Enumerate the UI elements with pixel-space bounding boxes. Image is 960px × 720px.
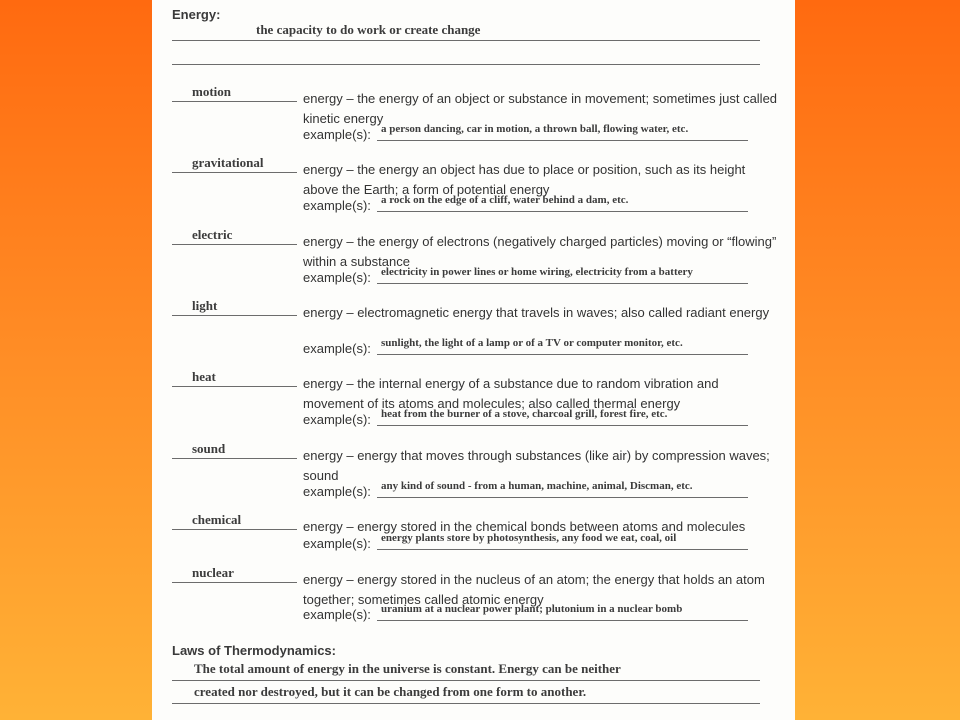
term-answer: heat xyxy=(192,369,216,384)
definition-line-1 xyxy=(172,40,760,41)
example-blank xyxy=(377,480,748,498)
worksheet-page xyxy=(152,0,795,720)
term-blank xyxy=(172,300,297,316)
example-blank xyxy=(377,532,748,550)
example-label: example(s): xyxy=(303,412,371,427)
example-label: example(s): xyxy=(303,198,371,213)
term-answer: sound xyxy=(192,441,226,456)
term-answer: chemical xyxy=(192,512,242,527)
example-label: example(s): xyxy=(303,484,371,499)
term-definition: energy – energy stored in the chemical bonds between atoms and molecules xyxy=(303,519,746,534)
laws-answer-1: The total amount of energy in the universe is constant. Energy can be neither xyxy=(194,661,621,676)
example-blank xyxy=(377,123,748,141)
example-blank xyxy=(377,603,748,621)
laws-answer-2: created nor destroyed, but it can be changed from one form to another. xyxy=(194,684,587,699)
energy-heading: Energy: xyxy=(172,7,221,22)
example-row xyxy=(303,532,748,555)
example-blank xyxy=(377,266,748,284)
term-definition: energy – the energy of electrons (negatively charged particles) moving or “flowing” within a substance xyxy=(303,234,777,269)
example-blank xyxy=(377,337,748,355)
term-definition: energy – the energy of an object or substance in movement; sometimes just called kinetic energy xyxy=(303,91,778,126)
example-row xyxy=(303,603,748,626)
example-label: example(s): xyxy=(303,607,371,622)
term-definition: energy – the energy an object has due to place or position, such as its height above the Earth; a form of potential energy xyxy=(303,162,746,197)
example-row xyxy=(303,123,748,146)
laws-line-1 xyxy=(172,661,760,681)
laws-line-2 xyxy=(172,684,760,704)
example-label: example(s): xyxy=(303,341,371,356)
term-answer: light xyxy=(192,298,218,313)
term-blank xyxy=(172,371,297,387)
example-answer: a person dancing, car in motion, a thrown ball, flowing water, etc. xyxy=(381,123,689,135)
term-answer: gravitational xyxy=(192,155,264,170)
example-label: example(s): xyxy=(303,536,371,551)
term-blank xyxy=(172,514,297,530)
example-row xyxy=(303,480,748,503)
example-answer: electricity in power lines or home wiring, electricity from a battery xyxy=(381,266,693,278)
definition-line-2 xyxy=(172,64,760,65)
example-answer: energy plants store by photosynthesis, any food we eat, coal, oil xyxy=(381,532,677,544)
term-blank xyxy=(172,443,297,459)
laws-heading: Laws of Thermodynamics: xyxy=(172,643,336,658)
example-blank xyxy=(377,408,748,426)
term-definition: energy – electromagnetic energy that travels in waves; also called radiant energy xyxy=(303,305,770,320)
energy-definition: the capacity to do work or create change xyxy=(256,22,481,37)
term-answer: nuclear xyxy=(192,565,234,580)
example-label: example(s): xyxy=(303,270,371,285)
example-answer: any kind of sound - from a human, machine, animal, Discman, etc. xyxy=(381,480,693,492)
example-row xyxy=(303,408,748,431)
example-answer: a rock on the edge of a cliff, water behind a dam, etc. xyxy=(381,194,629,206)
term-blank xyxy=(172,157,297,173)
example-answer: uranium at a nuclear power plant; plutonium in a nuclear bomb xyxy=(381,603,683,615)
term-definition: energy – the internal energy of a substance due to random vibration and movement of its atoms and molecules; also called thermal energy xyxy=(303,376,719,411)
example-blank xyxy=(377,194,748,212)
example-row xyxy=(303,194,748,217)
term-blank xyxy=(172,86,297,102)
term-blank xyxy=(172,567,297,583)
term-definition: energy – energy that moves through substances (like air) by compression waves; sound xyxy=(303,448,770,483)
example-row xyxy=(303,266,748,289)
term-answer: electric xyxy=(192,227,233,242)
example-answer: heat from the burner of a stove, charcoal grill, forest fire, etc. xyxy=(381,408,668,420)
example-label: example(s): xyxy=(303,127,371,142)
term-blank xyxy=(172,229,297,245)
example-answer: sunlight, the light of a lamp or of a TV or computer monitor, etc. xyxy=(381,337,683,349)
term-answer: motion xyxy=(192,84,231,99)
example-row xyxy=(303,337,748,360)
term-definition: energy – energy stored in the nucleus of an atom; the energy that holds an atom together; sometimes called atomic energy xyxy=(303,572,765,607)
